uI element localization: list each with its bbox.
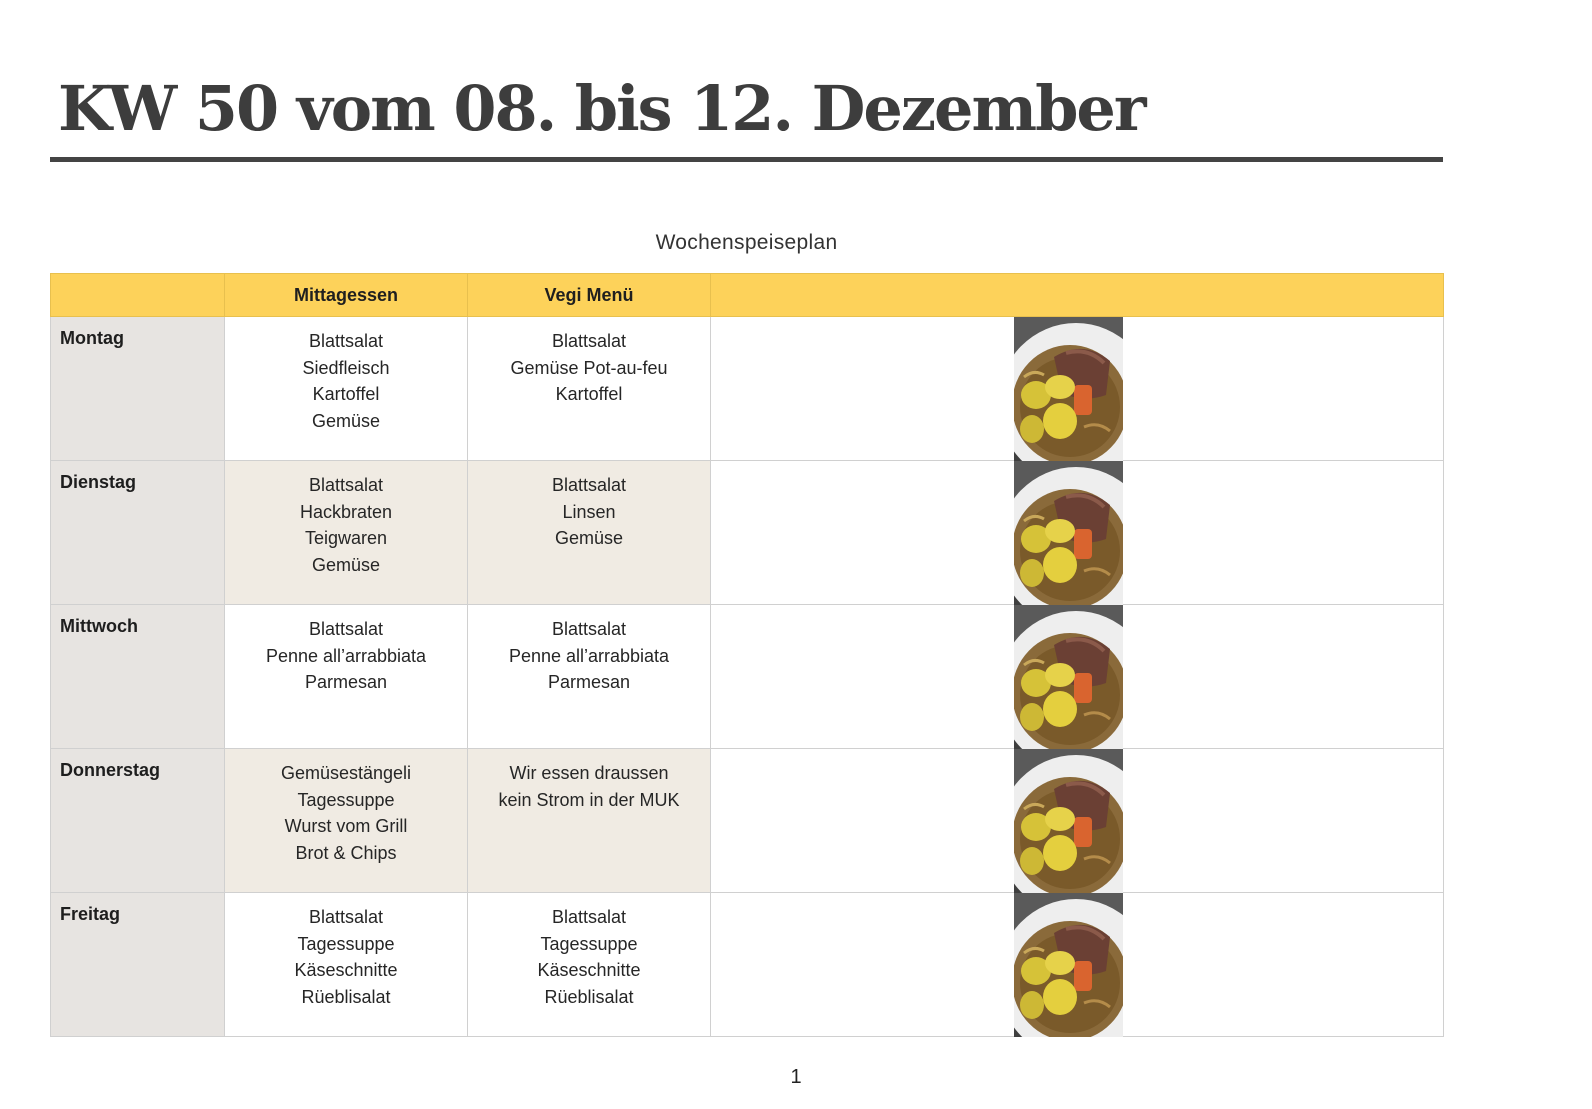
header-day-column: [51, 274, 225, 317]
day-label: Dienstag: [51, 461, 225, 605]
dish-item: Blattsalat: [308, 907, 384, 927]
dish-item: Blattsalat: [308, 619, 384, 639]
day-label: Freitag: [51, 893, 225, 1037]
table-header-row: [51, 274, 1444, 317]
mittagessen-cell: [225, 317, 468, 461]
dish-item: Gemüse Pot-au-feu: [510, 357, 668, 378]
day-label: Mittwoch: [51, 605, 225, 749]
dish-item: Tagessuppe: [540, 933, 638, 954]
food-photo-icon: [1014, 605, 1123, 749]
dish-item: Blattsalat: [308, 331, 384, 351]
photo-cell: [711, 893, 1444, 1037]
food-photo-icon: [1014, 317, 1123, 461]
food-photo-icon: [1014, 749, 1123, 893]
photo-cell: [711, 317, 1444, 461]
dish-item: Penne all’arrabbiata: [508, 645, 670, 666]
dish-item: Tagessuppe: [297, 789, 395, 810]
weekly-menu-table: [50, 273, 1444, 1037]
dish-item: Blattsalat: [551, 619, 627, 639]
page-title: KW 50 vom 08. bis 12. Dezember: [58, 72, 1145, 145]
dish-item: Hackbraten: [299, 501, 393, 522]
dish-item: Gemüse: [311, 554, 381, 575]
dish-item: Linsen: [562, 501, 616, 522]
photo-cell: [711, 605, 1444, 749]
dish-item: Penne all’arrabbiata: [265, 645, 427, 666]
vegi-menu-cell: [468, 317, 711, 461]
mittagessen-cell: [225, 893, 468, 1037]
page-number: 1: [790, 1066, 802, 1088]
vegi-menu-cell: [468, 893, 711, 1037]
dish-item: Parmesan: [304, 672, 388, 692]
mittagessen-cell: [225, 461, 468, 605]
dish-item: Blattsalat: [551, 907, 627, 927]
dish-item: Blattsalat: [551, 331, 627, 351]
dish-item: Blattsalat: [551, 475, 627, 495]
dish-item: Parmesan: [547, 672, 631, 692]
dish-item: Teigwaren: [304, 528, 388, 548]
vegi-menu-cell: [468, 605, 711, 749]
photo-cell: [711, 749, 1444, 893]
menu-row-mittwoch: [51, 605, 1444, 749]
table-caption: Wochenspeiseplan: [655, 231, 838, 254]
food-photo-icon: [1014, 461, 1123, 605]
food-photo-icon: [1014, 893, 1123, 1037]
dish-item: Gemüsestängeli: [280, 763, 412, 783]
day-label: Montag: [51, 317, 225, 461]
dish-item: Rüeblisalat: [544, 986, 634, 1007]
menu-row-montag: [51, 317, 1444, 461]
dish-item: Blattsalat: [308, 475, 384, 495]
dish-item: Rüeblisalat: [301, 986, 391, 1007]
vegi-menu-cell: [468, 749, 711, 893]
header-photo-column: [711, 274, 1444, 317]
menu-row-freitag: [51, 893, 1444, 1037]
menu-row-donnerstag: [51, 749, 1444, 893]
title-divider: [50, 157, 1443, 162]
mittagessen-cell: [225, 605, 468, 749]
mittagessen-cell: [225, 749, 468, 893]
dish-item: Käseschnitte: [294, 960, 398, 980]
dish-item: Wir essen draussen: [509, 763, 669, 783]
photo-cell: [711, 461, 1444, 605]
day-label: Donnerstag: [51, 749, 225, 893]
dish-item: Käseschnitte: [537, 960, 641, 980]
header-vegi-menu: Vegi Menü: [468, 274, 711, 317]
dish-item: Wurst vom Grill: [284, 816, 408, 836]
dish-item: Tagessuppe: [297, 933, 395, 954]
dish-item: Gemüse: [554, 528, 624, 548]
dish-item: Kartoffel: [555, 384, 623, 404]
dish-item: Siedfleisch: [302, 357, 390, 378]
dish-item: Gemüse: [311, 410, 381, 431]
dish-item: kein Strom in der MUK: [498, 789, 680, 810]
dish-item: Brot & Chips: [295, 842, 397, 863]
dish-item: Kartoffel: [312, 384, 380, 404]
menu-row-dienstag: [51, 461, 1444, 605]
header-mittagessen: Mittagessen: [225, 274, 468, 317]
vegi-menu-cell: [468, 461, 711, 605]
